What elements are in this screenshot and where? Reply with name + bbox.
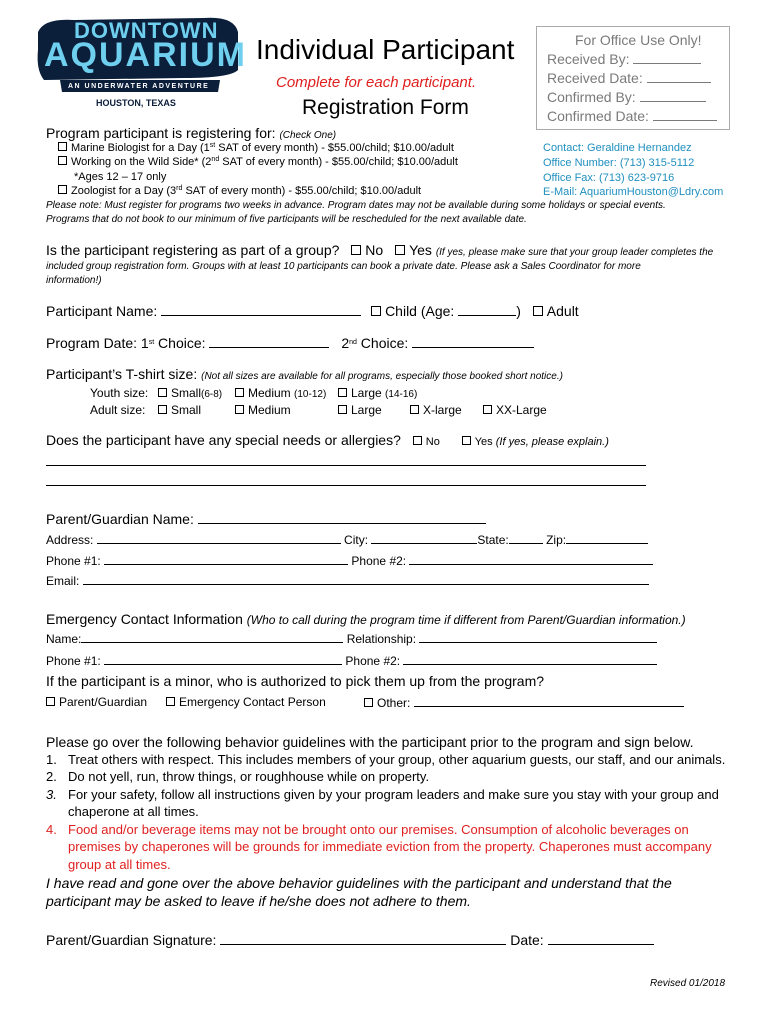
- adult-medium-option[interactable]: Medium: [235, 403, 291, 417]
- form-name: Registration Form: [302, 96, 469, 119]
- guardian-name-field[interactable]: [198, 510, 486, 524]
- checkbox[interactable]: [364, 698, 373, 707]
- guardian-name-row: Parent/Guardian Name:: [46, 510, 486, 527]
- participant-name-field[interactable]: [161, 302, 361, 316]
- second-choice-field[interactable]: [412, 334, 534, 348]
- city-field[interactable]: [371, 532, 477, 544]
- office-use-box: [536, 26, 730, 130]
- guardian-phone-row: Phone #1: Phone #2:: [46, 553, 653, 568]
- checkbox[interactable]: [158, 388, 167, 397]
- signature-date-field[interactable]: [548, 931, 654, 945]
- logo-location: HOUSTON, TEXAS: [96, 98, 176, 108]
- adult-xlarge-option[interactable]: X-large: [410, 403, 462, 417]
- revised-date: Revised 01/2018: [650, 978, 726, 989]
- guideline-3-cont: chaperone at all times.: [68, 804, 199, 819]
- checkbox[interactable]: [413, 436, 422, 445]
- emergency-phone2-field[interactable]: [403, 653, 657, 665]
- form-subtitle: Complete for each participant.: [276, 74, 477, 91]
- relationship-field[interactable]: [419, 631, 657, 643]
- guardian-phone2-field[interactable]: [409, 553, 653, 565]
- contact-name: Contact: Geraldine Hernandez: [543, 142, 692, 154]
- adult-xxlarge-option[interactable]: XX-Large: [483, 403, 547, 417]
- checkbox[interactable]: [158, 405, 167, 414]
- office-use-title: For Office Use Only!: [575, 32, 702, 48]
- checkbox[interactable]: [533, 306, 543, 316]
- note-line1: Please note: Must register for programs two weeks in advance. Program dates may not be available during some holidays or special events.: [46, 200, 666, 211]
- note-line2: Programs that do not book to our minimum of five participants will be rescheduled for the next available date.: [46, 214, 527, 225]
- participant-name-row: Participant Name: Child (Age: ) Adult: [46, 303, 579, 319]
- special-needs-line-2[interactable]: [46, 485, 646, 486]
- special-needs-line-1[interactable]: [46, 465, 646, 466]
- guardian-address-row: Address: City: State: Zip:: [46, 532, 648, 547]
- group-note-line3: information!): [46, 275, 102, 286]
- special-no-option[interactable]: No: [413, 436, 440, 448]
- emergency-phone1-field[interactable]: [104, 653, 342, 665]
- logo-line2: AQUARIUM: [44, 36, 247, 74]
- guideline-3: 3. For your safety, follow all instructions given by your program leaders and make sure you stay with your group and: [46, 787, 719, 802]
- tshirt-label-row: Participant’s T-shirt size: (Not all sizes are available for all programs, especially those booked short notice.): [46, 366, 563, 382]
- acknowledgement-line2: participant may be asked to leave if he/she does not adhere to them.: [46, 893, 471, 909]
- emergency-name-field[interactable]: [81, 631, 343, 643]
- acknowledgement-line1: I have read and gone over the above behavior guidelines with the participant and understand that the: [46, 875, 672, 891]
- adult-option[interactable]: Adult: [533, 303, 579, 319]
- guideline-1: 1. Treat others with respect. This includes members of your group, other aquarium guests, our staff, and our animals.: [46, 752, 726, 767]
- logo-tagline: AN UNDERWATER ADVENTURE: [68, 83, 210, 90]
- checkbox[interactable]: [338, 405, 347, 414]
- guardian-email-row: Email:: [46, 573, 649, 588]
- program-option-zoologist[interactable]: Zoologist for a Day (3rd SAT of every month) - $55.00/child; $10.00/adult: [58, 185, 421, 197]
- state-field[interactable]: [509, 532, 543, 544]
- guidelines-intro: Please go over the following behavior guidelines with the participant prior to the program and sign below.: [46, 734, 694, 750]
- pickup-other-option[interactable]: Other:: [364, 695, 684, 710]
- checkbox[interactable]: [351, 245, 361, 255]
- pickup-guardian-option[interactable]: Parent/Guardian: [46, 695, 147, 709]
- pickup-emergency-option[interactable]: Emergency Contact Person: [166, 695, 326, 709]
- checkbox[interactable]: [338, 388, 347, 397]
- checkbox[interactable]: [395, 245, 405, 255]
- child-age-field[interactable]: [458, 302, 516, 316]
- guideline-4: 4. Food and/or beverage items may not be brought onto our premises. Consumption of alcoholic beverages on: [46, 822, 689, 837]
- checkbox[interactable]: [462, 436, 471, 445]
- guardian-email-field[interactable]: [83, 573, 649, 585]
- zip-field[interactable]: [566, 532, 648, 544]
- checkbox[interactable]: [58, 156, 67, 165]
- checkbox[interactable]: [235, 405, 244, 414]
- checkbox[interactable]: [166, 697, 175, 706]
- youth-size-label: Youth size:: [90, 386, 149, 400]
- group-no-option[interactable]: No: [351, 242, 383, 258]
- program-option-marine-biologist[interactable]: Marine Biologist for a Day (1st SAT of every month) - $55.00/child; $10.00/adult: [58, 142, 454, 154]
- contact-office: Office Number: (713) 315-5112: [543, 157, 695, 169]
- signature-field[interactable]: [220, 931, 506, 945]
- guardian-phone1-field[interactable]: [104, 553, 348, 565]
- program-age-note: *Ages 12 – 17 only: [74, 171, 167, 183]
- pickup-other-field[interactable]: [414, 695, 684, 707]
- emergency-phone-row: Phone #1: Phone #2:: [46, 653, 657, 668]
- program-option-wild-side[interactable]: Working on the Wild Side* (2nd SAT of every month) - $55.00/child; $10.00/adult: [58, 156, 458, 168]
- checkbox[interactable]: [46, 697, 55, 706]
- special-yes-option[interactable]: Yes (If yes, please explain.): [462, 436, 609, 448]
- confirmed-date[interactable]: Confirmed Date:: [547, 108, 717, 124]
- pickup-question: If the participant is a minor, who is authorized to pick them up from the program?: [46, 673, 545, 689]
- checkbox[interactable]: [483, 405, 492, 414]
- contact-fax: Office Fax: (713) 623-9716: [543, 172, 675, 184]
- guideline-2: 2. Do not yell, run, throw things, or roughhouse while on property.: [46, 769, 430, 784]
- adult-size-label: Adult size:: [90, 403, 146, 417]
- emergency-name-row: Name: Relationship:: [46, 631, 657, 646]
- address-field[interactable]: [97, 532, 341, 544]
- adult-large-option[interactable]: Large: [338, 403, 382, 417]
- checkbox[interactable]: [235, 388, 244, 397]
- child-option[interactable]: Child (Age: ): [371, 303, 521, 319]
- guideline-4-cont2: group at all times.: [68, 857, 171, 872]
- form-title: Individual Participant: [256, 34, 515, 65]
- checkbox[interactable]: [371, 306, 381, 316]
- emergency-title-row: Emergency Contact Information (Who to call during the program time if different from Parent/Guardian information.): [46, 611, 686, 627]
- tshirt-note: (Not all sizes are available for all programs, especially those booked short notice.): [201, 371, 563, 382]
- group-yes-option[interactable]: Yes: [395, 242, 432, 258]
- special-needs-row: Does the participant have any special needs or allergies? No Yes (If yes, please explain.): [46, 432, 609, 448]
- group-note: (If yes, please make sure that your group leader completes the: [435, 247, 714, 258]
- logo-line1: DOWNTOWN: [74, 18, 219, 43]
- group-question-row: Is the participant registering as part of a group? No Yes (If yes, please make sure that your group leader completes the: [46, 242, 714, 258]
- signature-row: Parent/Guardian Signature: Date:: [46, 931, 654, 948]
- logo: [34, 10, 247, 118]
- checkbox[interactable]: [58, 185, 67, 194]
- contact-email[interactable]: E-Mail: AquariumHouston@Ldry.com: [543, 186, 724, 198]
- youth-large-option[interactable]: Large (14-16): [338, 386, 417, 400]
- program-label: Program participant is registering for: (Check One): [46, 125, 337, 141]
- group-note-line2: included group registration form. Groups with at least 10 participants can book a private date. Please ask a Sales Coordinator for more: [46, 261, 641, 272]
- checkbox[interactable]: [58, 142, 67, 151]
- confirmed-by[interactable]: Confirmed By:: [547, 89, 706, 105]
- received-by[interactable]: Received By:: [547, 51, 701, 67]
- guideline-4-cont1: premises by chaperones will be grounds for immediate eviction from the property. Chaperones must accompany: [68, 839, 712, 854]
- received-date[interactable]: Received Date:: [547, 70, 711, 86]
- youth-small-option[interactable]: Small(6-8): [158, 386, 222, 400]
- youth-medium-option[interactable]: Medium (10-12): [235, 386, 326, 400]
- program-date-row: Program Date: 1st Choice: 2nd Choice:: [46, 334, 534, 351]
- check-one-note: (Check One): [279, 130, 337, 141]
- first-choice-field[interactable]: [209, 334, 329, 348]
- adult-small-option[interactable]: Small: [158, 403, 201, 417]
- checkbox[interactable]: [410, 405, 419, 414]
